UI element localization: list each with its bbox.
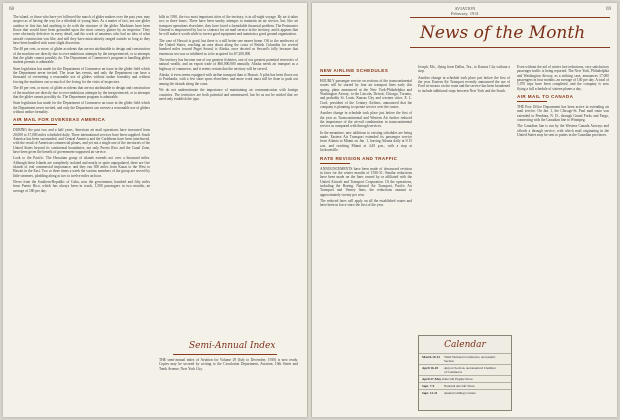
calendar-box bbox=[418, 335, 512, 411]
section-heading: NEW AIRLINE SCHEDULES bbox=[320, 68, 389, 73]
title-bottom-rule bbox=[410, 47, 610, 48]
paragraph: HOURLY passenger service on sections of the transcontinental routes will be started by four air transport lines early this spring, plans announced at the New York-Philadelphia and Washington Airway, to the Lincoln, Detroit, Chicago, Toronto, and probably St. Louis, Kansas City and western cities. E. L. Cord, president of the Century Airlines, announced that the company is planning to operate service over the routes. bbox=[320, 79, 412, 110]
paragraph: Another change in schedule took place just before the first of the year as Transcontinental and Western Air further reduced the importance of the air-rail combination in transcontinental service as compared with through services. bbox=[320, 111, 412, 129]
paragraph: ANNOUNCEMENTS have been made of downward revision in fares for the winter months of 1930-31. Similar reductions have been made on the lines owned by or affiliated with the United Aircraft and Transport Corporation. Of the operations, including the Boeing, National Air Transport, Pacific Air Transport and Varney lines, the reductions amount to approximately twenty per cent. bbox=[320, 166, 412, 197]
paragraph: The 40 per cent, or more, of glider accidents that are not attributable to design and construction of the machine are directly due to over-ambitious attempts by the inexperienced, or to attempts that the glider cannot possibly do. The Department of Commerce's program is handling glider student permits is admirable. bbox=[13, 47, 150, 65]
heading-rule bbox=[173, 354, 277, 355]
paragraph: In the meantime, new additions to existing schedules are being made. Eastern Air Transport extended its passenger service from Atlanta to Miami on Jan. 1, leaving Atlanta daily at 9:15 a.m. and reaching Miami at 4:45 p.m., with a stop at Jacksonville. bbox=[320, 130, 412, 153]
paragraph: THE semi-annual index of Aviation for Volume 29 (July to December, 1930) is now ready. Copies may be secured by writing to the Circulation Department, Aviation, 10th Street and Tenth Avenue, New York City. bbox=[159, 358, 298, 371]
running-head: AVIATION February, 1931 bbox=[450, 6, 480, 16]
calendar-event: Annual Gliding Contest bbox=[444, 391, 476, 395]
title-top-rule bbox=[410, 17, 610, 18]
section-heading: AIR MAIL FOR OVERSEAS AMERICA bbox=[13, 117, 106, 123]
paragraph: Another change in schedule took place just before the first of the year. Eastern Air Transport recently announced the use of Ford tri-motors on the route and the service has been broadened to include additional stops between New York and the South. bbox=[418, 75, 510, 93]
calendar-date: March 10-12 bbox=[422, 355, 440, 359]
paragraph: The reduced fares will apply on all the established routes and have been in force since the first of the year. bbox=[320, 198, 412, 208]
right-column-3 bbox=[517, 65, 609, 139]
calendar-date: April 27-May 2 bbox=[422, 377, 444, 381]
page-title: News of the Month bbox=[420, 23, 586, 43]
paragraph: State legislation has made for the Department of Commerce an issue in the glider field which the Department never invited, and only the Department can oversee a reasonable use of gliders without undue formality. bbox=[13, 101, 150, 114]
paragraph: The island, or those who have yet followed the march of glider makers over the past year, may suspect as of having the way for a tiltedrial of young lines. As a matter of fact, not one glider outdoor in first has had anything to do with the structure of the glider. Machines have been flown that would have been grounded upon the most cursory glance by an inspector. They were obviously defective in every detail, and the work of amateurs who had no idea of what aircraft construction was like, and still they have miraculously ranged outside so long as they have been handled with some slight discretion. bbox=[13, 15, 150, 46]
paragraph: The Canadian line is run by the Western Canada Airways and affords a through service, with which mail originating in the United States may be sent to points in the Canadian provinces. bbox=[517, 124, 609, 138]
paragraph: DURING the past two and a half years, American air mail operations have increased from 20,000 to 37,000 miles scheduled daily. These international services have been supplied. South America has been surrounded, and Central America and the Caribbean have been interleaved, with the result of American commercial planes, and yet not a single one of the territories of the United States beyond its continental boundaries, not only Puerto Rico and the Canal Zone, have been given the benefit of government-supported air service. bbox=[13, 128, 150, 154]
section-rule bbox=[320, 75, 350, 76]
right-column-2 bbox=[418, 65, 510, 95]
calendar-date: Sept. 7-9 bbox=[422, 384, 435, 388]
paragraph: Look to the Pacific. The Hawaiian group of islands extends not over a thousand miles. Although these Islands are completely isolated and nearly or quite unpopulated, there are five islands of real commercial importance, and they run 300 miles from Kauai to the West to Hawaii in the East. Two or three times a week the various members of the group are served by little steamers, plodding along at two to twelve miles an hour. bbox=[13, 156, 150, 178]
calendar-row bbox=[419, 353, 511, 364]
semi-annual-index-text bbox=[159, 358, 298, 373]
paragraph: bills in 1930, the two most important cities of the territory, is in all-night voyage. By air it takes two or three hours. There have been sundry attempts to maintain an air service, but, like air transport operations elsewhere, they have faced a formidable financial problem. The Postmaster General is empowered by law to contract for air mail service in the territory, and it appears that he will make it worth while to invest good equipment and maintain a good ground organization. bbox=[159, 15, 298, 37]
calendar-row bbox=[419, 389, 511, 396]
left-column-1 bbox=[13, 15, 150, 195]
section-heading: AIR MAIL TO CANADA bbox=[517, 94, 574, 100]
paragraph: Even without the aid of winter fare reductions, very satisfactory passenger traffic is being reported. The New York, Philadelphia and Washington Airway, as a striking case, announces 17,000 passengers in four months, an average of 140 per day. A total of 1,070 trips have been completed, and the company is now flying a full schedule of sixteen planes a day. bbox=[517, 65, 609, 91]
calendar-date: Sept. 12-21 bbox=[422, 391, 438, 395]
paragraph: The 40 per cent, or more, of glider accidents that are not attributable to design and construction of the machine are directly due to over-ambitious attempts by the inexperienced, or to attempts that the glider cannot possibly do. The Department program is admirable. bbox=[13, 86, 150, 99]
calendar-event: Aircraft Engine Show bbox=[444, 377, 473, 381]
calendar-title: Calendar bbox=[444, 340, 486, 350]
paragraph: We do not underestimate the importance of maintaining air communication with foreign countries. The territories are both potential and unmeasured, but let us not be misled that we need only establish the type. bbox=[159, 88, 298, 101]
left-page bbox=[3, 3, 307, 417]
right-column-1 bbox=[320, 65, 412, 210]
section-heading-semi-annual-index: Semi-Annual Index bbox=[189, 341, 276, 351]
calendar-event: Airport Section, Aeronautical Chamber of Commerce bbox=[444, 366, 496, 374]
paragraph: The case of Hawaii is good, but there is a still better one nearer home. Off to the northwest of the United States, reaching an area about along the coast of British Columbia for several hundred miles toward Puget Sound, is Alaska, once decried as Seward's folly because that enormous sea was so inhibited as to be acquired for $7,200,000. bbox=[159, 38, 298, 56]
paragraph: The territory has become one of our greatest fisheries, one of our greatest potential reservoirs of natural wealth, and an export trade of $60,000,000 annually. Alaska needs air transport as a highway of commerce, and it seems certain that the territory will be served. bbox=[159, 58, 298, 71]
paragraph: THE Post Office Department has been active in extending air mail service. On Jan. 1, the Chicago-St. Paul mail route was extended to Pembina, N. D., through Grand Forks and Fargo, connecting with the Canadian line to Winnipeg. bbox=[517, 105, 609, 123]
section-rule bbox=[13, 124, 57, 125]
paragraph: State legislation has made for the Department of Commerce an issue in the glider field which the Department never invited. The issue has events, and only the Department can have a thousand of overseeing a reasonable use of gliders without undue formality and without forcing the machines out so much of the loving for the visits of inspectors. bbox=[13, 66, 150, 84]
section-rule bbox=[320, 163, 350, 164]
calendar-event: National Aircraft Show bbox=[444, 384, 475, 388]
left-column-2 bbox=[159, 15, 298, 103]
calendar-row bbox=[419, 382, 511, 389]
page-number: 69 bbox=[606, 7, 611, 12]
calendar-event: Third National Conference, Aeronautic Section bbox=[444, 355, 496, 363]
paragraph: Joseph, Mo., flying from Dallas, Tex., to Kansas City without a stop. bbox=[418, 65, 510, 74]
section-rule bbox=[517, 101, 547, 102]
section-heading: RATE REVISION AND TRAFFIC bbox=[320, 155, 398, 161]
right-page bbox=[312, 3, 617, 417]
paragraph: Never from the Southern-Republic of Cuba, now the government, hundred and fifty miles from Puerto Rico, which has always been in touch, 1,500 passengers in two months, an average of 180 per day. bbox=[13, 180, 150, 193]
page-number: 68 bbox=[9, 7, 14, 12]
paragraph: Alaska, it even seems equipped with airline transport than is Hawaii. A pilot has been flown out to Fairbanks, with a few short spurs elsewhere, and more work must still be done to push out among the islands along the coast. bbox=[159, 73, 298, 86]
calendar-date: April 16-18 bbox=[422, 366, 439, 370]
calendar-row bbox=[419, 364, 511, 375]
calendar-row bbox=[419, 375, 511, 382]
